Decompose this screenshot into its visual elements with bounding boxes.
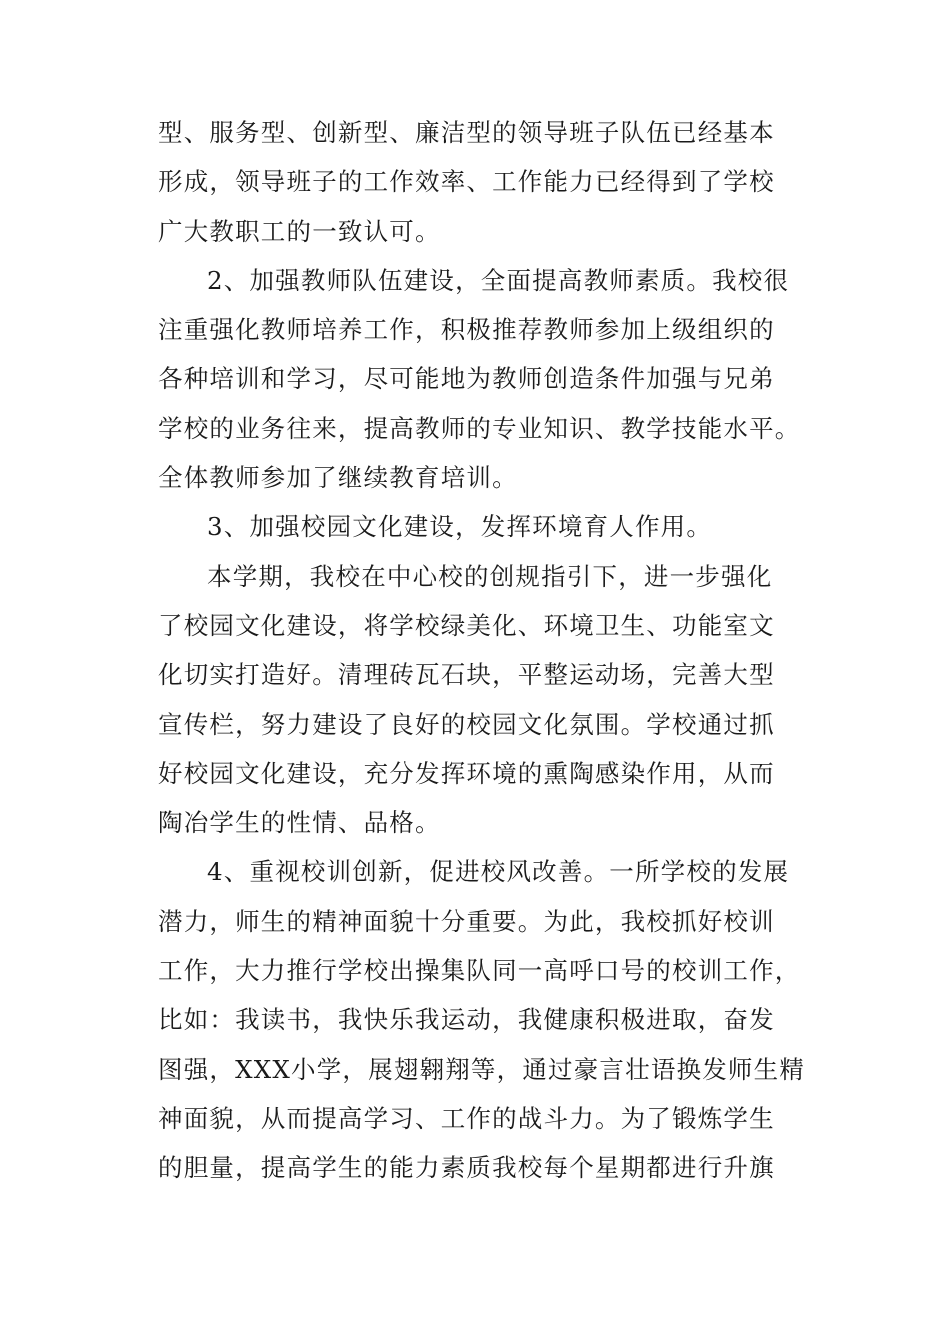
text-line: 潜力，师生的精神面貌十分重要。为此，我校抓好校训 — [158, 906, 775, 936]
text-line: 比如：我读书，我快乐我运动，我健康积极进取，奋发 — [158, 1005, 775, 1035]
text-line: 宣传栏，努力建设了良好的校园文化氛围。学校通过抓 — [158, 709, 775, 739]
text-line: 3、加强校园文化建设，发挥环境育人作用。 — [207, 512, 713, 542]
text-line: 各种培训和学习，尽可能地为教师创造条件加强与兄弟 — [158, 364, 775, 394]
text-line: 注重强化教师培养工作，积极推荐教师参加上级组织的 — [158, 315, 775, 345]
text-line: 形成，领导班子的工作效率、工作能力已经得到了学校 — [158, 167, 775, 197]
text-line: 本学期，我校在中心校的创规指引下，进一步强化 — [207, 561, 773, 591]
text-line: 神面貌，从而提高学习、工作的战斗力。为了锻炼学生 — [158, 1103, 775, 1133]
text-line: 图强，XXX小学，展翅翱翔等，通过豪言壮语换发师生精 — [158, 1054, 806, 1084]
text-line: 全体教师参加了继续教育培训。 — [158, 463, 518, 493]
text-line: 2、加强教师队伍建设，全面提高教师素质。我校很 — [207, 265, 790, 295]
text-line: 广大教职工的一致认可。 — [158, 216, 441, 246]
text-line: 型、服务型、创新型、廉洁型的领导班子队伍已经基本 — [158, 118, 775, 147]
text-line: 陶冶学生的性情、品格。 — [158, 808, 441, 838]
text-line: 4、重视校训创新，促进校风改善。一所学校的发展 — [207, 857, 790, 887]
text-line: 工作，大力推行学校出操集队同一高呼口号的校训工作， — [158, 956, 801, 986]
document-body — [158, 108, 806, 1193]
text-line: 的胆量，提高学生的能力素质我校每个星期都进行升旗 — [158, 1153, 775, 1183]
text-line: 学校的业务往来，提高教师的专业知识、教学技能水平。 — [158, 413, 801, 443]
text-line: 化切实打造好。清理砖瓦石块，平整运动场，完善大型 — [158, 660, 775, 690]
text-line: 了校园文化建设，将学校绿美化、环境卫生、功能室文 — [158, 610, 775, 640]
text-line: 好校园文化建设，充分发挥环境的熏陶感染作用，从而 — [158, 758, 775, 788]
